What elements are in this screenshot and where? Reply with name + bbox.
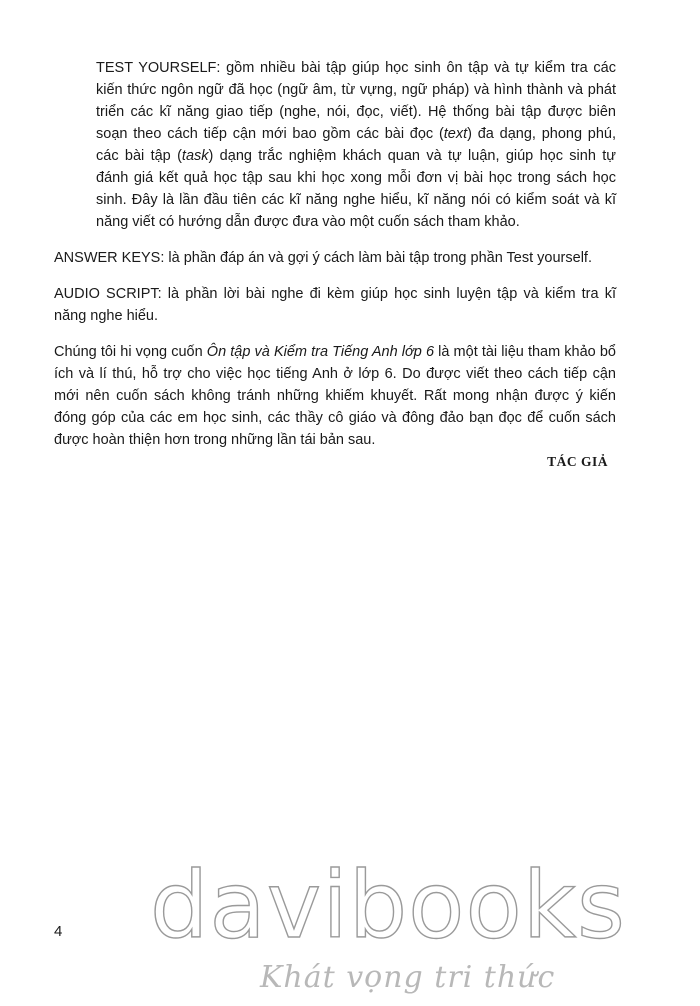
test-yourself-text-lead: TEST YOURSELF: gồm nhiều bài tập giúp học sinh ôn tập và tự kiểm tra các kiến thức ngôn ngữ đã học (ngữ âm, từ vựng, ngữ pháp) và hình thành và phát triển các kĩ năng giao tiếp (nghe, nói, đọc, viết). Hệ thống bài tập được biên soạn theo cách tiếp cận mới bao gồm các bài đọc ( [96, 60, 616, 142]
task-term: task [181, 148, 209, 164]
publisher-watermark [150, 852, 626, 1006]
closing-text-lead: Chúng tôi hi vọng cuốn [54, 344, 207, 360]
page-number: 4 [54, 923, 63, 940]
test-yourself-text-mid: ) đa dạng, phong phú, các bài tập ( [96, 126, 616, 164]
closing-text-body: là một tài liệu tham khảo bổ ích và lí thú, hỗ trợ cho việc học tiếng Anh ở lớp 6. Do được viết theo cách tiếp cận mới nên cuốn sách không tránh những khiếm khuyết. Rất mong nhận được ý kiến đóng góp của các em học sinh, các thầy cô giáo và đông đảo bạn đọc để cuốn sách được hoàn thiện hơn trong những lần tái bản sau. [54, 344, 616, 448]
text-term: text [443, 126, 468, 142]
watermark-brand: davibooks [150, 852, 626, 959]
closing-paragraph [54, 341, 616, 451]
watermark-tagline: Khát vọng tri thức [260, 960, 556, 995]
test-yourself-text-tail: ) dạng trắc nghiệm khách quan và tự luận, giúp học sinh tự đánh giá kết quả học tập sau khi học xong mỗi đơn vị bài học trong sách học sinh. Đây là lần đầu tiên các kĩ năng nghe hiểu, kĩ năng nói có kiểm soát và kĩ năng viết có hướng dẫn được đưa vào một cuốn sách tham khảo. [96, 148, 616, 230]
book-title: Ôn tập và Kiểm tra Tiếng Anh lớp 6 [206, 344, 435, 360]
audio-script-paragraph: AUDIO SCRIPT: là phần lời bài nghe đi kèm giúp học sinh luyện tập và kiểm tra kĩ năng nghe hiểu. [54, 286, 616, 324]
answer-keys-paragraph: ANSWER KEYS: là phần đáp án và gợi ý cách làm bài tập trong phần Test yourself. [54, 250, 592, 266]
test-yourself-paragraph [96, 57, 616, 233]
author-signature: TÁC GIẢ [547, 454, 608, 469]
